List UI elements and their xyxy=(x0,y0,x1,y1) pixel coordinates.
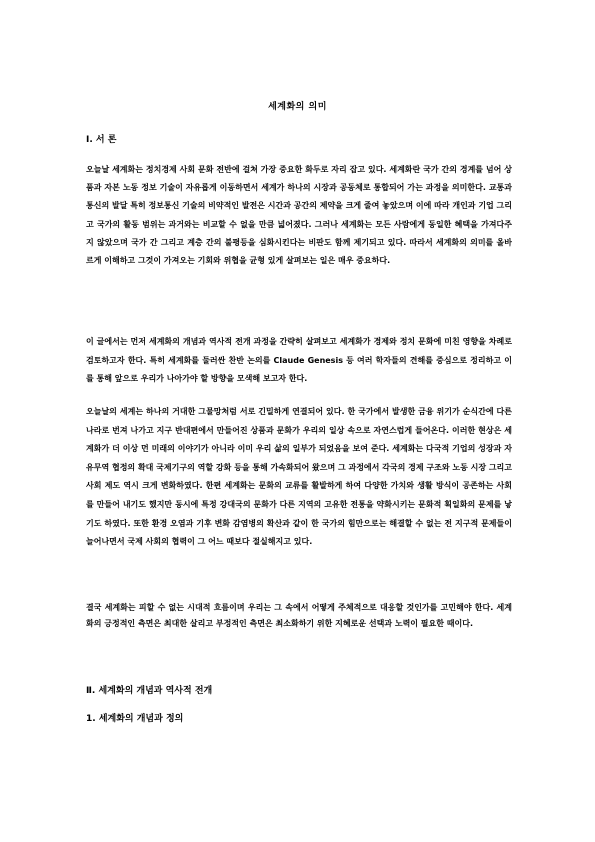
body-paragraph-2: 이 글에서는 먼저 세계화의 개념과 역사적 전개 과정을 간략히 살펴보고 세계화가 경제와 정치 문화에 미친 영향을 차례로 검토하고자 한다. 특히 세계화를 둘러싼 찬반 논의를 Claude Genesis 등 여러 학자들의 견해를 중심으로 정리하고 이를 통해 앞으로 우리가 나아가야 할 방향을 모색해 보고자 한다. xyxy=(86,337,512,383)
body-paragraph-3: 오늘날의 세계는 하나의 거대한 그물망처럼 서로 긴밀하게 연결되어 있다. 한 국가에서 발생한 금융 위기가 순식간에 다른 나라로 번져 나가고 지구 반대편에서 만들어진 상품과 문화가 우리의 일상 속으로 자연스럽게 들어온다. 이러한 현상은 세계화가 더 이상 먼 미래의 이야기가 아니라 이미 우리 삶의 일부가 되었음을 보여 준다. 세계화는 다국적 기업의 성장과 자유무역 협정의 확대 국제기구의 역할 강화 등을 통해 가속화되어 왔으며 그 과정에서 각국의 경제 구조와 노동 시장 그리고 사회 제도 역시 크게 변화하였다. 한편 세계화는 문화의 교류를 활발하게 하여 다양한 가치와 생활 방식이 공존하는 사회를 만들어 내기도 했지만 동시에 특정 강대국의 문화가 다른 지역의 고유한 전통을 약화시키는 문화적 획일화의 문제를 낳기도 하였다. 또한 환경 오염과 기후 변화 감염병의 확산과 같이 한 국가의 힘만으로는 해결할 수 없는 전 지구적 문제들이 늘어나면서 국제 사회의 협력이 그 어느 때보다 절실해지고 있다. xyxy=(86,407,512,547)
body-paragraph-1: 오늘날 세계화는 정치경제 사회 문화 전반에 걸쳐 가장 중요한 화두로 자리 잡고 있다. 세계화란 국가 간의 경계를 넘어 상품과 자본 노동 정보 기술이 자유롭게 이동하면서 세계가 하나의 시장과 공동체로 통합되어 가는 과정을 의미한다. 교통과 통신의 발달 특히 정보통신 기술의 비약적인 발전은 시간과 공간의 제약을 크게 줄여 놓았으며 이에 따라 개인과 기업 그리고 국가의 활동 범위는 과거와는 비교할 수 없을 만큼 넓어졌다. 그러나 세계화는 모든 사람에게 동일한 혜택을 가져다주지 않았으며 국가 간 그리고 계층 간의 불평등을 심화시킨다는 비판도 함께 제기되고 있다. 따라서 세계화의 의미를 올바르게 이해하고 그것이 가져오는 기회와 위협을 균형 있게 살펴보는 일은 매우 중요하다. xyxy=(86,165,512,266)
section-heading-2: Ⅱ. 세계화의 개념과 역사적 전개 xyxy=(86,686,213,696)
document-title: 세계화의 의미 xyxy=(268,102,327,112)
body-paragraph-4: 결국 세계화는 피할 수 없는 시대적 흐름이며 우리는 그 속에서 어떻게 주체적으로 대응할 것인가를 고민해야 한다. 세계화의 긍정적인 측면은 최대한 살리고 부정적인 측면은 최소화하기 위한 지혜로운 선택과 노력이 필요한 때이다. xyxy=(86,603,512,628)
subsection-heading-1: 1. 세계화의 개념과 정의 xyxy=(86,714,184,724)
section-heading-introduction: Ⅰ. 서 론 xyxy=(86,135,117,145)
